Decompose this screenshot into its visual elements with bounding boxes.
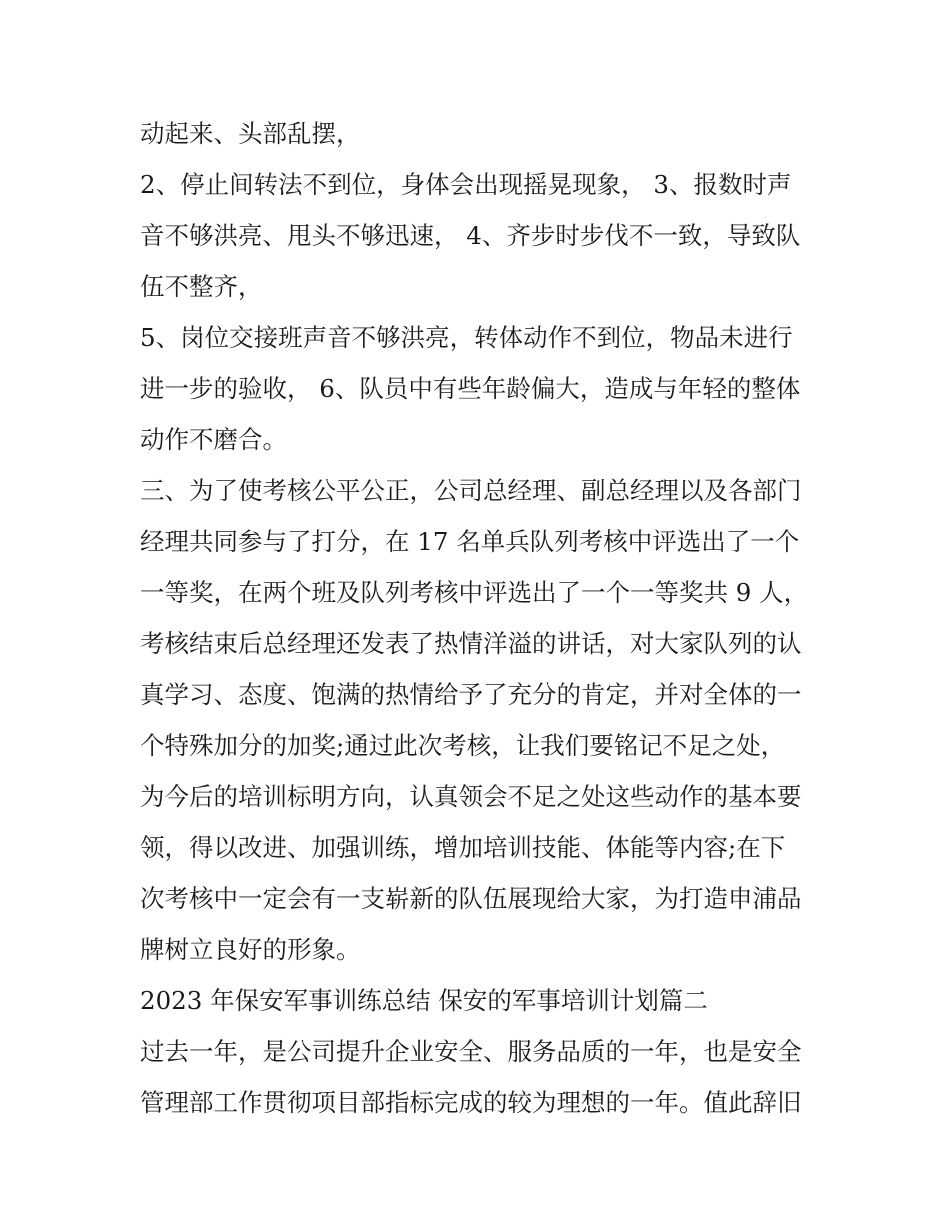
text-line: 真学习、态度、饱满的热情给予了充分的肯定，并对全体的一 [140, 680, 802, 709]
section-heading: 2023 年保安军事训练总结 保安的军事培训计划篇二 [140, 986, 708, 1015]
text-line: 音不够洪亮、甩头不够迅速， 4、齐步时步伐不一致，导致队 [140, 221, 801, 250]
text-line: 次考核中一定会有一支崭新的队伍展现给大家，为打造申浦品 [140, 884, 802, 913]
text-line: 管理部工作贯彻项目部指标完成的较为理想的一年。值此辞旧 [140, 1088, 802, 1117]
text-line: 进一步的验收， 6、队员中有些年龄偏大，造成与年轻的整体 [140, 374, 801, 403]
text-line: 牌树立良好的形象。 [140, 935, 361, 964]
text-line: 2、停止间转法不到位，身体会出现摇晃现象， 3、报数时声 [140, 170, 792, 199]
text-line: 动起来、头部乱摆， [140, 119, 361, 148]
text-line: 一等奖，在两个班及队列考核中评选出了一个一等奖共 9 人， [140, 578, 809, 607]
text-line: 经理共同参与了打分，在 17 名单兵队列考核中评选出了一个 [140, 527, 800, 556]
text-line: 5、岗位交接班声音不够洪亮，转体动作不到位，物品未进行 [140, 323, 793, 352]
text-line: 个特殊加分的加奖;通过此次考核，让我们要铭记不足之处， [140, 731, 786, 760]
text-line: 三、为了使考核公平公正，公司总经理、副总经理以及各部门 [140, 476, 802, 505]
text-line: 动作不磨合。 [140, 425, 287, 454]
text-line: 过去一年，是公司提升企业安全、服务品质的一年，也是安全 [140, 1037, 802, 1066]
text-line: 伍不整齐， [140, 272, 263, 301]
document-body [140, 108, 820, 1128]
text-line: 为今后的培训标明方向，认真领会不足之处这些动作的基本要 [140, 782, 802, 811]
text-line: 领，得以改进、加强训练，增加培训技能、体能等内容;在下 [140, 833, 786, 862]
text-line: 考核结束后总经理还发表了热情洋溢的讲话，对大家队列的认 [140, 629, 802, 658]
